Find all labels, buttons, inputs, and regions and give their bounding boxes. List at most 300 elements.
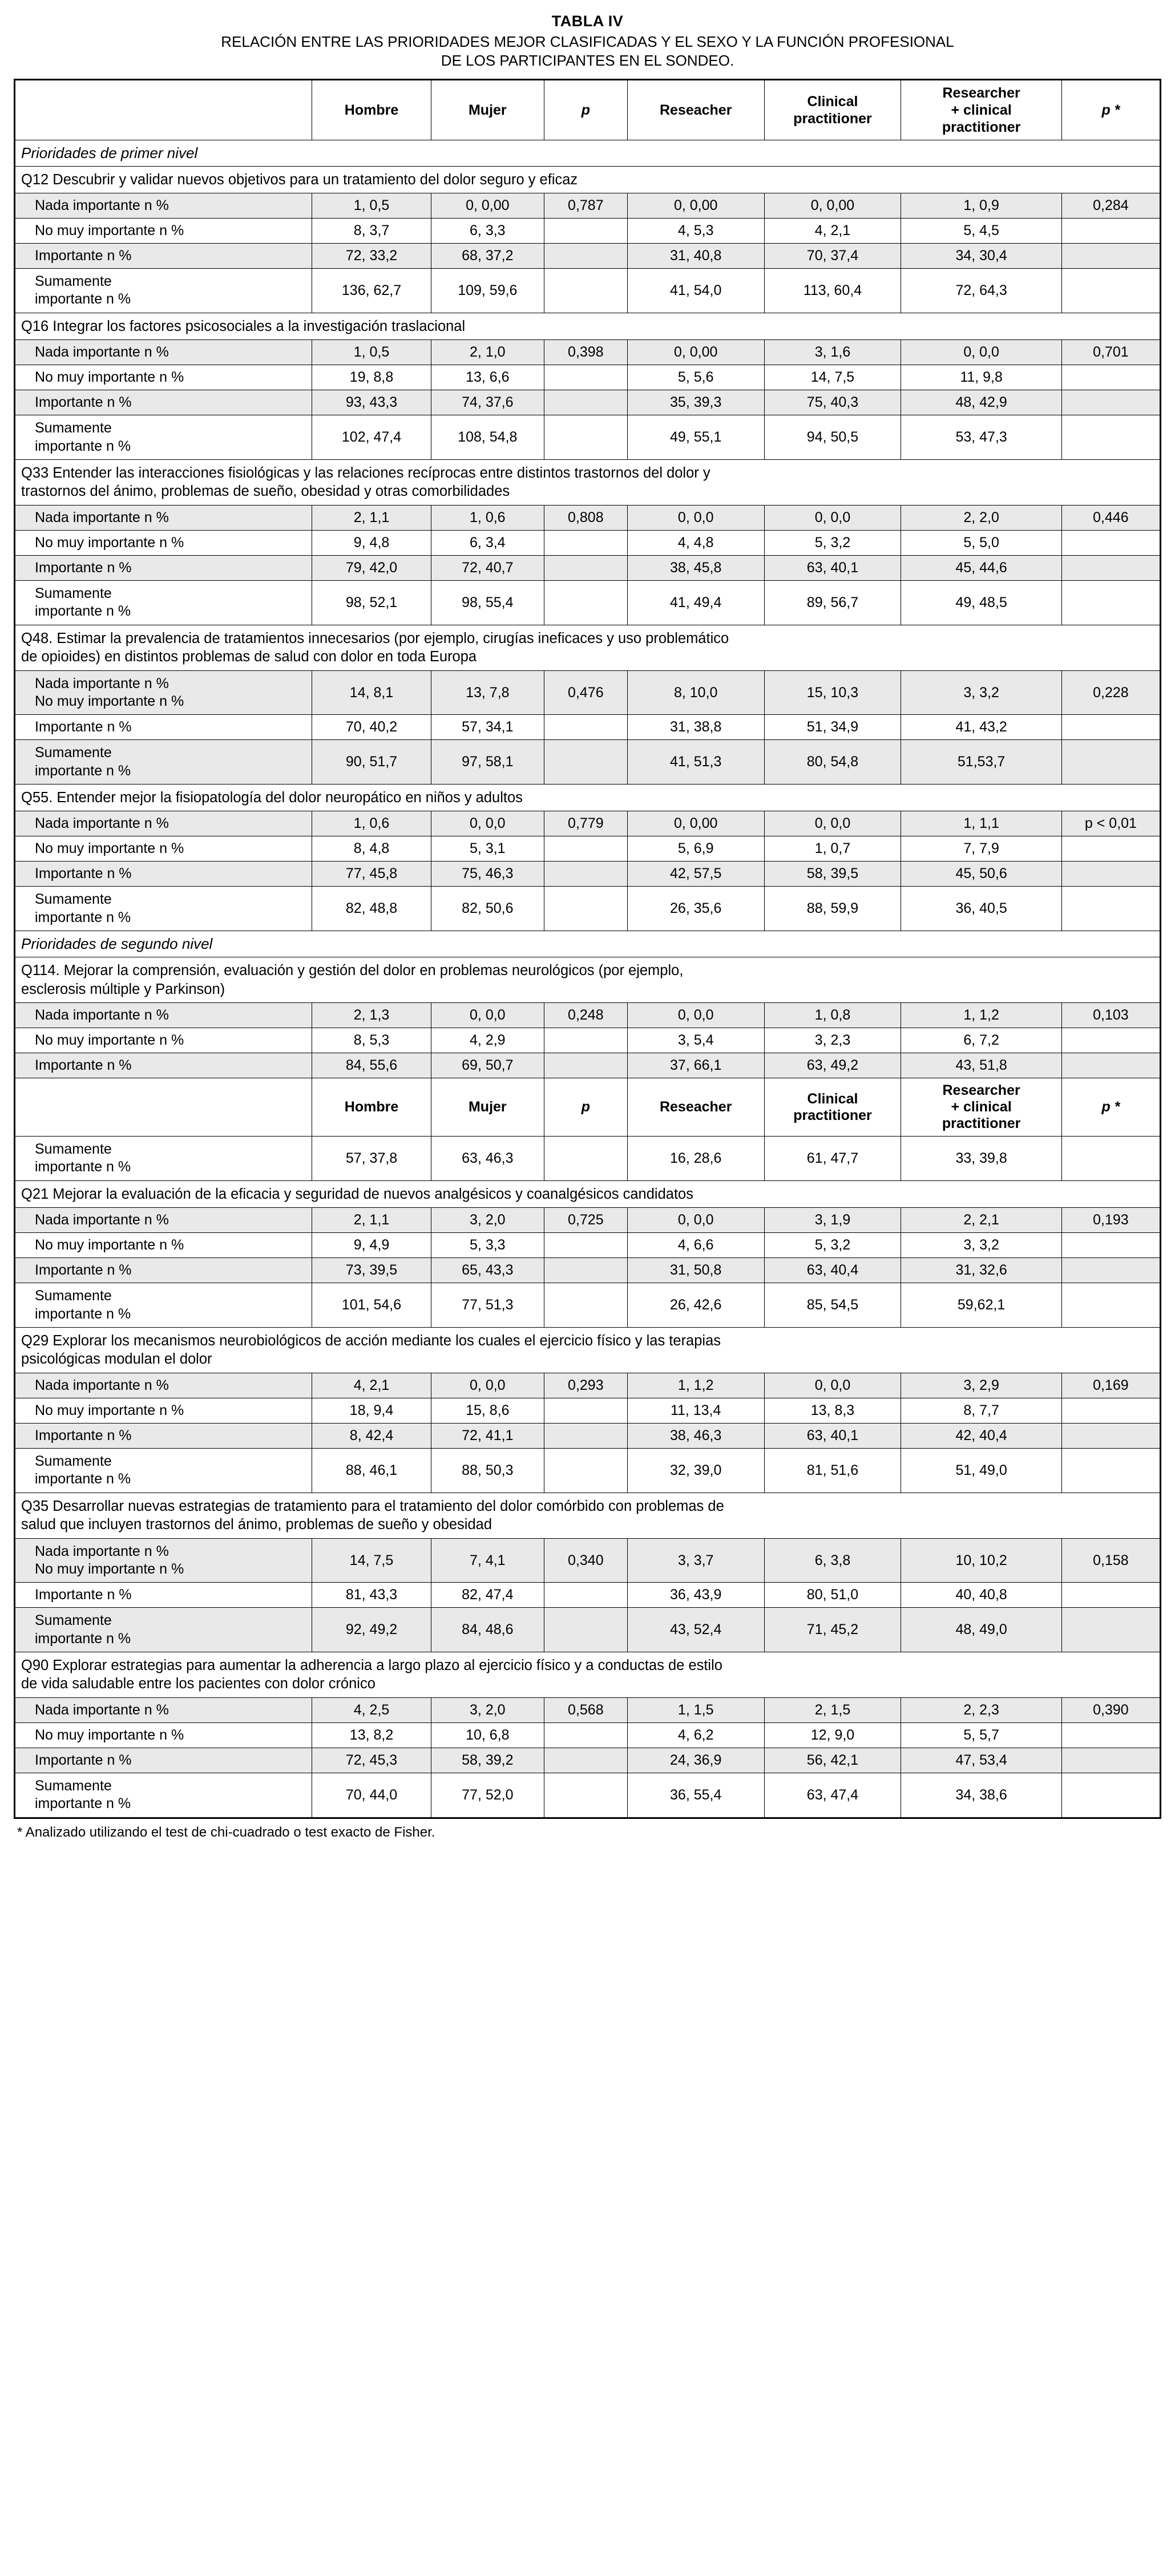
cell-hombre: 136, 62,7 (312, 269, 431, 313)
cell-p-star (1061, 1583, 1160, 1608)
cell-p (544, 1583, 627, 1608)
cell-researcher-clinical: 51, 49,0 (901, 1449, 1061, 1493)
cell-clinical: 63, 47,4 (764, 1773, 901, 1818)
row-label-sumamente-line-1: Sumamente (35, 1612, 112, 1629)
cell-p (544, 219, 627, 244)
cell-clinical: 113, 60,4 (764, 269, 901, 313)
question-text-q55: Q55. Entender mejor la fisiopatología del dolor neuropático en niños y adultos (15, 784, 1161, 811)
cell-hombre: 1, 0,5 (312, 340, 431, 365)
cell-hombre: 4, 2,5 (312, 1698, 431, 1723)
row-label-nada-nomuy (15, 670, 312, 715)
cell-p-star (1061, 1233, 1160, 1258)
cell-p-star: 0,158 (1061, 1538, 1160, 1583)
cell-clinical: 70, 37,4 (764, 244, 901, 269)
cell-p: 0,476 (544, 670, 627, 715)
header-researcher-clinical (901, 79, 1061, 140)
cell-p: 0,398 (544, 340, 627, 365)
cell-researcher-clinical: 40, 40,8 (901, 1583, 1061, 1608)
cell-p (544, 1053, 627, 1078)
cell-researcher: 0, 0,0 (627, 1208, 764, 1233)
cell-p-star: 0,169 (1061, 1373, 1160, 1398)
cell-p (544, 415, 627, 460)
table-row (15, 244, 1161, 269)
table-row (15, 1698, 1161, 1723)
cell-clinical: 1, 0,8 (764, 1003, 901, 1028)
cell-p: 0,340 (544, 1538, 627, 1583)
cell-hombre: 8, 3,7 (312, 219, 431, 244)
row-label-sumamente-line-1: Sumamente (35, 1288, 112, 1304)
cell-researcher: 8, 10,0 (627, 670, 764, 715)
cell-researcher: 0, 0,00 (627, 193, 764, 219)
cell-researcher-clinical: 42, 40,4 (901, 1424, 1061, 1449)
table-title-block (14, 13, 1161, 71)
cell-researcher: 31, 40,8 (627, 244, 764, 269)
header-resclin-line-1: Researcher (942, 1082, 1020, 1099)
row-label-no-muy: No muy importante n % (15, 1233, 312, 1258)
question-row-q16 (15, 313, 1161, 340)
cell-clinical: 56, 42,1 (764, 1748, 901, 1773)
question-row-q12 (15, 166, 1161, 193)
question-text-q29 (15, 1327, 1161, 1373)
table-row (15, 740, 1161, 784)
cell-clinical: 12, 9,0 (764, 1723, 901, 1748)
question-text-q90-line-2: de vida saludable entre los pacientes con dolor crónico (21, 1676, 375, 1692)
cell-researcher-clinical: 1, 1,2 (901, 1003, 1061, 1028)
cell-researcher: 1, 1,5 (627, 1698, 764, 1723)
cell-researcher: 0, 0,00 (627, 811, 764, 836)
row-label-no-muy: No muy importante n % (15, 1723, 312, 1748)
cell-mujer: 68, 37,2 (431, 244, 544, 269)
cell-researcher: 31, 50,8 (627, 1258, 764, 1283)
cell-researcher-clinical: 2, 2,1 (901, 1208, 1061, 1233)
table-row (15, 862, 1161, 887)
question-text-q16: Q16 Integrar los factores psicosociales a la investigación traslacional (15, 313, 1161, 340)
cell-mujer: 3, 2,0 (431, 1698, 544, 1723)
cell-clinical: 13, 8,3 (764, 1398, 901, 1424)
row-label-importante: Importante n % (15, 1583, 312, 1608)
row-label-sumamente-line-2: importante n % (35, 603, 131, 620)
cell-researcher: 38, 46,3 (627, 1424, 764, 1449)
cell-p-star (1061, 1424, 1160, 1449)
cell-researcher-clinical: 48, 42,9 (901, 390, 1061, 415)
cell-hombre: 70, 40,2 (312, 715, 431, 740)
cell-p-star (1061, 365, 1160, 390)
cell-clinical: 0, 0,0 (764, 1373, 901, 1398)
row-label-sumamente-line-1: Sumamente (35, 585, 112, 602)
cell-researcher: 24, 36,9 (627, 1748, 764, 1773)
cell-p-star (1061, 531, 1160, 556)
table-row (15, 1748, 1161, 1773)
cell-clinical: 2, 1,5 (764, 1698, 901, 1723)
cell-mujer: 57, 34,1 (431, 715, 544, 740)
header-row-repeat (15, 1078, 1161, 1137)
cell-hombre: 72, 45,3 (312, 1748, 431, 1773)
cell-p-star (1061, 862, 1160, 887)
row-label-no-muy: No muy importante n % (15, 219, 312, 244)
cell-hombre: 81, 43,3 (312, 1583, 431, 1608)
cell-mujer: 75, 46,3 (431, 862, 544, 887)
cell-p-star (1061, 269, 1160, 313)
cell-p-star (1061, 740, 1160, 784)
cell-researcher: 4, 4,8 (627, 531, 764, 556)
row-label-importante: Importante n % (15, 1424, 312, 1449)
table-row (15, 1208, 1161, 1233)
cell-researcher: 36, 43,9 (627, 1583, 764, 1608)
cell-clinical: 63, 40,4 (764, 1258, 901, 1283)
cell-clinical: 63, 40,1 (764, 556, 901, 581)
cell-mujer: 0, 0,00 (431, 193, 544, 219)
table-row (15, 1233, 1161, 1258)
cell-researcher-clinical: 34, 30,4 (901, 244, 1061, 269)
row-label-nada: Nada importante n % (15, 1208, 312, 1233)
cell-p-star (1061, 1398, 1160, 1424)
cell-clinical: 81, 51,6 (764, 1449, 901, 1493)
table-row (15, 340, 1161, 365)
cell-p-star (1061, 1773, 1160, 1818)
question-row-q21 (15, 1180, 1161, 1208)
cell-mujer: 65, 43,3 (431, 1258, 544, 1283)
cell-researcher: 0, 0,00 (627, 340, 764, 365)
cell-researcher-clinical: 5, 5,0 (901, 531, 1061, 556)
cell-researcher-clinical: 34, 38,6 (901, 1773, 1061, 1818)
cell-clinical: 3, 2,3 (764, 1028, 901, 1053)
row-label-nada: Nada importante n % (15, 1373, 312, 1398)
cell-hombre: 8, 42,4 (312, 1424, 431, 1449)
cell-researcher-clinical: 45, 50,6 (901, 862, 1061, 887)
cell-p-star (1061, 1137, 1160, 1181)
row-label-sumamente-line-1: Sumamente (35, 1453, 112, 1470)
header-mujer: Mujer (431, 79, 544, 140)
cell-mujer: 13, 7,8 (431, 670, 544, 715)
cell-hombre: 2, 1,3 (312, 1003, 431, 1028)
question-text-q33-line-2: trastornos del ánimo, problemas de sueño, obesidad y otras comorbilidades (21, 483, 510, 500)
cell-mujer: 69, 50,7 (431, 1053, 544, 1078)
cell-clinical: 5, 3,2 (764, 1233, 901, 1258)
cell-p (544, 1723, 627, 1748)
row-label-importante: Importante n % (15, 556, 312, 581)
cell-p (544, 1608, 627, 1652)
cell-hombre: 73, 39,5 (312, 1258, 431, 1283)
row-label-sumamente-line-2: importante n % (35, 1159, 131, 1175)
header-researcher: Reseacher (627, 1078, 764, 1137)
cell-researcher-clinical: 45, 44,6 (901, 556, 1061, 581)
cell-researcher: 5, 5,6 (627, 365, 764, 390)
cell-p: 0,248 (544, 1003, 627, 1028)
cell-p-star (1061, 244, 1160, 269)
cell-hombre: 102, 47,4 (312, 415, 431, 460)
question-row-q29 (15, 1327, 1161, 1373)
cell-p-star: 0,228 (1061, 670, 1160, 715)
cell-researcher-clinical: 43, 51,8 (901, 1053, 1061, 1078)
header-researcher: Reseacher (627, 79, 764, 140)
cell-mujer: 3, 2,0 (431, 1208, 544, 1233)
question-text-q35-line-2: salud que incluyen trastornos del ánimo, problemas de sueño y obesidad (21, 1517, 492, 1533)
cell-hombre: 9, 4,8 (312, 531, 431, 556)
cell-p: 0,787 (544, 193, 627, 219)
section-row-first-level (15, 140, 1161, 166)
cell-clinical: 1, 0,7 (764, 836, 901, 862)
row-label-sumamente-line-2: importante n % (35, 762, 131, 779)
question-text-q35-line-1: Q35 Desarrollar nuevas estrategias de tratamiento para el tratamiento del dolor comórbido con problemas de (21, 1498, 724, 1514)
cell-researcher-clinical: 7, 7,9 (901, 836, 1061, 862)
row-label-nada: Nada importante n % (15, 1003, 312, 1028)
header-hombre: Hombre (312, 79, 431, 140)
cell-p-star: p < 0,01 (1061, 811, 1160, 836)
row-label-importante: Importante n % (15, 862, 312, 887)
cell-p-star (1061, 1449, 1160, 1493)
cell-clinical: 85, 54,5 (764, 1283, 901, 1328)
header-resclin-line-3: practitioner (942, 1115, 1021, 1132)
table-row (15, 1538, 1161, 1583)
table-caption-line-2: DE LOS PARTICIPANTES EN EL SONDEO. (441, 52, 734, 70)
row-label-sumamente (15, 1449, 312, 1493)
cell-hombre: 98, 52,1 (312, 581, 431, 625)
header-p-star: p * (1061, 1078, 1160, 1137)
row-label-sumamente-line-1: Sumamente (35, 891, 112, 908)
row-label-nada: Nada importante n % (35, 1543, 169, 1559)
header-resclin-line-2: + clinical (951, 1099, 1012, 1115)
cell-researcher: 37, 66,1 (627, 1053, 764, 1078)
row-label-sumamente-line-1: Sumamente (35, 1778, 112, 1794)
cell-researcher-clinical: 1, 0,9 (901, 193, 1061, 219)
cell-p: 0,725 (544, 1208, 627, 1233)
cell-p (544, 1233, 627, 1258)
cell-clinical: 75, 40,3 (764, 390, 901, 415)
cell-researcher: 0, 0,0 (627, 1003, 764, 1028)
cell-mujer: 6, 3,4 (431, 531, 544, 556)
row-label-importante: Importante n % (15, 390, 312, 415)
cell-researcher-clinical: 3, 3,2 (901, 670, 1061, 715)
cell-researcher-clinical: 53, 47,3 (901, 415, 1061, 460)
cell-mujer: 84, 48,6 (431, 1608, 544, 1652)
cell-mujer: 4, 2,9 (431, 1028, 544, 1053)
question-text-q29-line-1: Q29 Explorar los mecanismos neurobiológicos de acción mediante los cuales el ejercicio físico y las terapias (21, 1332, 721, 1349)
row-label-sumamente (15, 1283, 312, 1328)
row-label-sumamente-line-2: importante n % (35, 1305, 131, 1322)
cell-researcher: 4, 6,6 (627, 1233, 764, 1258)
header-resclin-line-2: + clinical (951, 102, 1012, 118)
row-label-sumamente-line-1: Sumamente (35, 1141, 112, 1158)
cell-mujer: 109, 59,6 (431, 269, 544, 313)
table-row (15, 670, 1161, 715)
row-label-sumamente-line-2: importante n % (35, 1630, 131, 1647)
cell-mujer: 108, 54,8 (431, 415, 544, 460)
table-row (15, 1723, 1161, 1748)
cell-p-star (1061, 219, 1160, 244)
cell-p (544, 1258, 627, 1283)
cell-p (544, 1748, 627, 1773)
cell-researcher: 5, 6,9 (627, 836, 764, 862)
cell-hombre: 84, 55,6 (312, 1053, 431, 1078)
header-hombre: Hombre (312, 1078, 431, 1137)
cell-p-star (1061, 887, 1160, 931)
row-label-nada: Nada importante n % (15, 506, 312, 531)
table-row (15, 1449, 1161, 1493)
cell-mujer: 72, 41,1 (431, 1424, 544, 1449)
results-table (14, 79, 1161, 1819)
question-text-q114-line-1: Q114. Mejorar la comprensión, evaluación y gestión del dolor en problemas neurológicos (por ejemplo, (21, 962, 684, 978)
row-label-no-muy: No muy importante n % (15, 531, 312, 556)
row-label-nada: Nada importante n % (15, 811, 312, 836)
cell-researcher: 3, 5,4 (627, 1028, 764, 1053)
cell-p-star (1061, 581, 1160, 625)
table-row (15, 193, 1161, 219)
row-label-nada: Nada importante n % (15, 193, 312, 219)
cell-researcher-clinical: 36, 40,5 (901, 887, 1061, 931)
cell-p (544, 715, 627, 740)
row-label-sumamente (15, 415, 312, 460)
cell-p-star (1061, 1748, 1160, 1773)
cell-p (544, 531, 627, 556)
cell-mujer: 10, 6,8 (431, 1723, 544, 1748)
cell-researcher-clinical: 49, 48,5 (901, 581, 1061, 625)
cell-researcher: 38, 45,8 (627, 556, 764, 581)
question-row-q55 (15, 784, 1161, 811)
cell-researcher-clinical: 10, 10,2 (901, 1538, 1061, 1583)
cell-hombre: 82, 48,8 (312, 887, 431, 931)
question-text-q35 (15, 1493, 1161, 1538)
table-row (15, 531, 1161, 556)
cell-clinical: 6, 3,8 (764, 1538, 901, 1583)
table-header (15, 79, 1161, 140)
cell-p-star: 0,446 (1061, 506, 1160, 531)
cell-p-star (1061, 390, 1160, 415)
cell-researcher: 1, 1,2 (627, 1373, 764, 1398)
header-p: p (544, 79, 627, 140)
cell-p (544, 556, 627, 581)
cell-hombre: 8, 4,8 (312, 836, 431, 862)
cell-p (544, 1398, 627, 1424)
cell-hombre: 14, 7,5 (312, 1538, 431, 1583)
cell-p (544, 836, 627, 862)
row-label-importante: Importante n % (15, 1748, 312, 1773)
cell-p (544, 1773, 627, 1818)
cell-hombre: 14, 8,1 (312, 670, 431, 715)
table-row (15, 1003, 1161, 1028)
cell-p-star (1061, 1608, 1160, 1652)
cell-p (544, 269, 627, 313)
table-number: TABLA IV (551, 13, 624, 30)
table-row (15, 1424, 1161, 1449)
table-row (15, 365, 1161, 390)
table-row (15, 1773, 1161, 1818)
row-label-sumamente (15, 1137, 312, 1181)
row-label-sumamente-line-1: Sumamente (35, 273, 112, 290)
cell-clinical: 89, 56,7 (764, 581, 901, 625)
cell-mujer: 98, 55,4 (431, 581, 544, 625)
cell-mujer: 77, 52,0 (431, 1773, 544, 1818)
cell-researcher-clinical: 51,53,7 (901, 740, 1061, 784)
table-row (15, 556, 1161, 581)
cell-researcher: 43, 52,4 (627, 1608, 764, 1652)
cell-p (544, 740, 627, 784)
cell-p-star: 0,284 (1061, 193, 1160, 219)
cell-mujer: 58, 39,2 (431, 1748, 544, 1773)
table-row (15, 1053, 1161, 1078)
table-row (15, 1373, 1161, 1398)
cell-p-star: 0,193 (1061, 1208, 1160, 1233)
cell-researcher-clinical: 41, 43,2 (901, 715, 1061, 740)
header-row (15, 79, 1161, 140)
cell-mujer: 7, 4,1 (431, 1538, 544, 1583)
question-text-q12: Q12 Descubrir y validar nuevos objetivos para un tratamiento del dolor seguro y eficaz (15, 166, 1161, 193)
row-label-nada: Nada importante n % (15, 1698, 312, 1723)
table-row (15, 1583, 1161, 1608)
table-row (15, 506, 1161, 531)
table-row (15, 415, 1161, 460)
cell-researcher-clinical: 33, 39,8 (901, 1137, 1061, 1181)
cell-p-star (1061, 1028, 1160, 1053)
cell-mujer: 97, 58,1 (431, 740, 544, 784)
cell-clinical: 5, 3,2 (764, 531, 901, 556)
cell-clinical: 63, 49,2 (764, 1053, 901, 1078)
cell-hombre: 92, 49,2 (312, 1608, 431, 1652)
cell-mujer: 6, 3,3 (431, 219, 544, 244)
row-label-no-muy: No muy importante n % (15, 1398, 312, 1424)
cell-researcher-clinical: 59,62,1 (901, 1283, 1061, 1328)
cell-clinical: 61, 47,7 (764, 1137, 901, 1181)
cell-researcher-clinical: 11, 9,8 (901, 365, 1061, 390)
cell-p-star: 0,390 (1061, 1698, 1160, 1723)
question-text-q48-line-1: Q48. Estimar la prevalencia de tratamientos innecesarios (por ejemplo, cirugías ineficaces y uso problemático (21, 630, 729, 646)
question-row-q90 (15, 1652, 1161, 1697)
cell-researcher-clinical: 0, 0,0 (901, 340, 1061, 365)
cell-p-star: 0,103 (1061, 1003, 1160, 1028)
header-clinical-line-2: practitioner (793, 110, 872, 127)
question-text-q90-line-1: Q90 Explorar estrategias para aumentar la adherencia a largo plazo al ejercicio físico y a conductas de estilo (21, 1657, 722, 1673)
row-label-sumamente (15, 887, 312, 931)
cell-p (544, 1424, 627, 1449)
cell-researcher: 32, 39,0 (627, 1449, 764, 1493)
cell-mujer: 13, 6,6 (431, 365, 544, 390)
cell-p: 0,568 (544, 1698, 627, 1723)
question-text-q33 (15, 459, 1161, 505)
cell-researcher: 31, 38,8 (627, 715, 764, 740)
cell-p (544, 244, 627, 269)
header-clinical-line-1: Clinical (807, 93, 858, 110)
cell-researcher: 36, 55,4 (627, 1773, 764, 1818)
cell-p (544, 1449, 627, 1493)
table-row (15, 1283, 1161, 1328)
cell-hombre: 70, 44,0 (312, 1773, 431, 1818)
table-row (15, 836, 1161, 862)
row-label-sumamente-line-1: Sumamente (35, 745, 112, 761)
cell-p (544, 862, 627, 887)
cell-mujer: 1, 0,6 (431, 506, 544, 531)
cell-hombre: 72, 33,2 (312, 244, 431, 269)
cell-p-star (1061, 1283, 1160, 1328)
table-row (15, 581, 1161, 625)
section-row-second-level (15, 931, 1161, 957)
row-label-sumamente-line-2: importante n % (35, 1795, 131, 1812)
cell-p (544, 1137, 627, 1181)
cell-hombre: 1, 0,6 (312, 811, 431, 836)
header-clinical-line-1: Clinical (807, 1090, 858, 1107)
cell-p: 0,779 (544, 811, 627, 836)
row-label-sumamente (15, 269, 312, 313)
cell-researcher-clinical: 5, 4,5 (901, 219, 1061, 244)
table-row (15, 1258, 1161, 1283)
row-label-sumamente-line-2: importante n % (35, 909, 131, 925)
cell-clinical: 51, 34,9 (764, 715, 901, 740)
header-researcher-clinical (901, 1078, 1061, 1137)
cell-researcher-clinical: 2, 2,3 (901, 1698, 1061, 1723)
row-label-no-muy: No muy importante n % (15, 836, 312, 862)
cell-researcher: 4, 5,3 (627, 219, 764, 244)
cell-p (544, 1028, 627, 1053)
header-blank (15, 1078, 312, 1137)
cell-p-star (1061, 556, 1160, 581)
